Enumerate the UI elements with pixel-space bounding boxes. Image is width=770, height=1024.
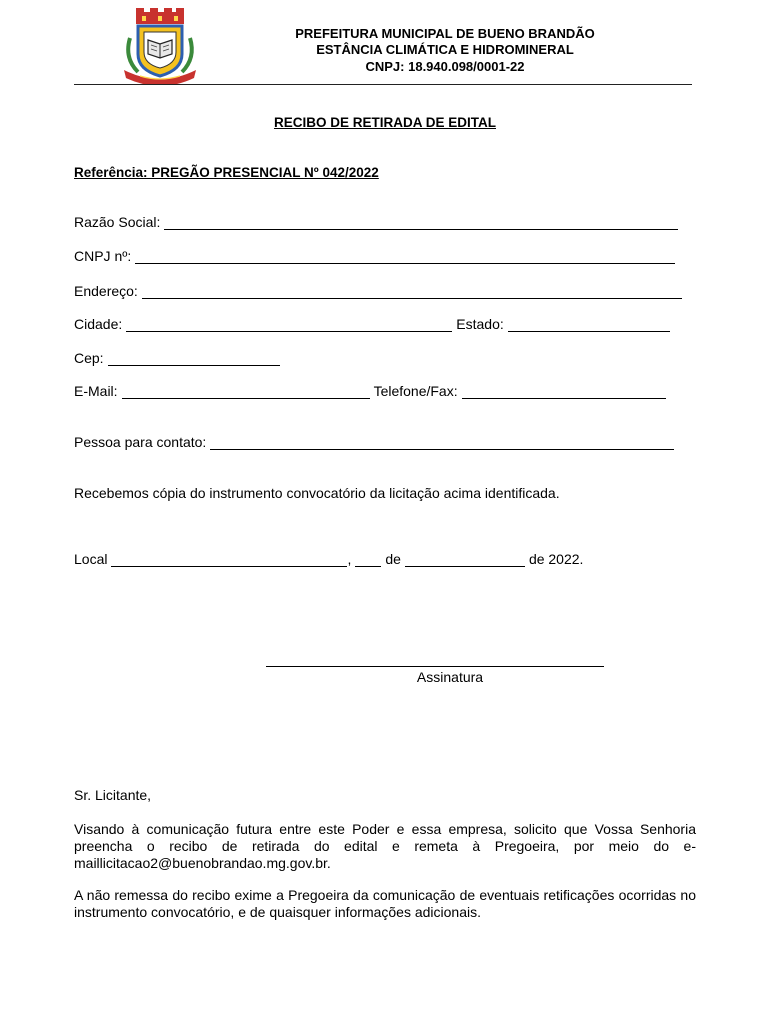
razao-social-blank — [164, 215, 678, 230]
estado-blank — [508, 317, 670, 332]
local-blank — [111, 552, 347, 567]
cidade-estado-row — [74, 316, 670, 332]
signature-line — [266, 666, 604, 667]
cep-label: Cep: — [74, 350, 104, 366]
cnpj-label: CNPJ nº: — [74, 248, 132, 264]
cnpj-row — [74, 248, 675, 264]
salutation: Sr. Licitante, — [74, 787, 152, 803]
paragraph-exemption: A não remessa do recibo exime a Pregoeira da comunicação de eventuais retificações ocorridas no instrumento convocatório, e de quaisquer informações adicionais. — [74, 887, 696, 920]
contato-blank — [210, 435, 674, 450]
header-divider — [74, 84, 692, 85]
contato-row — [74, 434, 674, 450]
header-subtitle: ESTÂNCIA CLIMÁTICA E HIDROMINERAL — [316, 42, 574, 57]
document-title: RECIBO DE RETIRADA DE EDITAL — [273, 115, 496, 130]
de-label-2: de 2022. — [528, 551, 584, 567]
cidade-label: Cidade: — [74, 316, 123, 332]
paragraph-communication: Visando à comunicação futura entre este Poder e essa empresa, solicito que Vossa Senhoria preencha o recibo de retirada do edital e remeta à Pregoeira, por meio do e-maillicitacao2@buenobrandao.mg.gov.br. — [74, 821, 696, 871]
header-cnpj: CNPJ: 18.940.098/0001-22 — [365, 59, 525, 74]
email-blank — [122, 384, 370, 399]
estado-label: Estado: — [456, 316, 504, 332]
de-label-1: de — [385, 551, 401, 567]
signature-label: Assinatura — [416, 669, 484, 685]
endereco-row — [74, 283, 682, 299]
razao-social-row — [74, 214, 678, 230]
endereco-blank — [142, 284, 682, 299]
reference-line: Referência: PREGÃO PRESENCIAL Nº 042/2022 — [74, 165, 379, 180]
email-label: E-Mail: — [74, 383, 118, 399]
cep-row — [74, 350, 280, 366]
contato-label: Pessoa para contato: — [74, 434, 207, 450]
day-blank — [355, 552, 381, 567]
razao-social-label: Razão Social: — [74, 214, 161, 230]
telefone-blank — [462, 384, 666, 399]
statement-text: Recebemos cópia do instrumento convocatório da licitação acima identificada. — [74, 485, 560, 501]
local-date-row — [74, 551, 583, 567]
email-telefone-row — [74, 383, 666, 399]
local-label: Local — [74, 551, 108, 567]
cidade-blank — [126, 317, 452, 332]
endereco-label: Endereço: — [74, 283, 138, 299]
cep-blank — [108, 351, 280, 366]
month-blank — [405, 552, 525, 567]
header-municipality: PREFEITURA MUNICIPAL DE BUENO BRANDÃO — [295, 26, 595, 41]
local-comma: , — [347, 551, 352, 567]
municipal-coat-of-arms — [120, 8, 200, 84]
telefone-label: Telefone/Fax: — [373, 383, 458, 399]
cnpj-blank — [135, 249, 675, 264]
